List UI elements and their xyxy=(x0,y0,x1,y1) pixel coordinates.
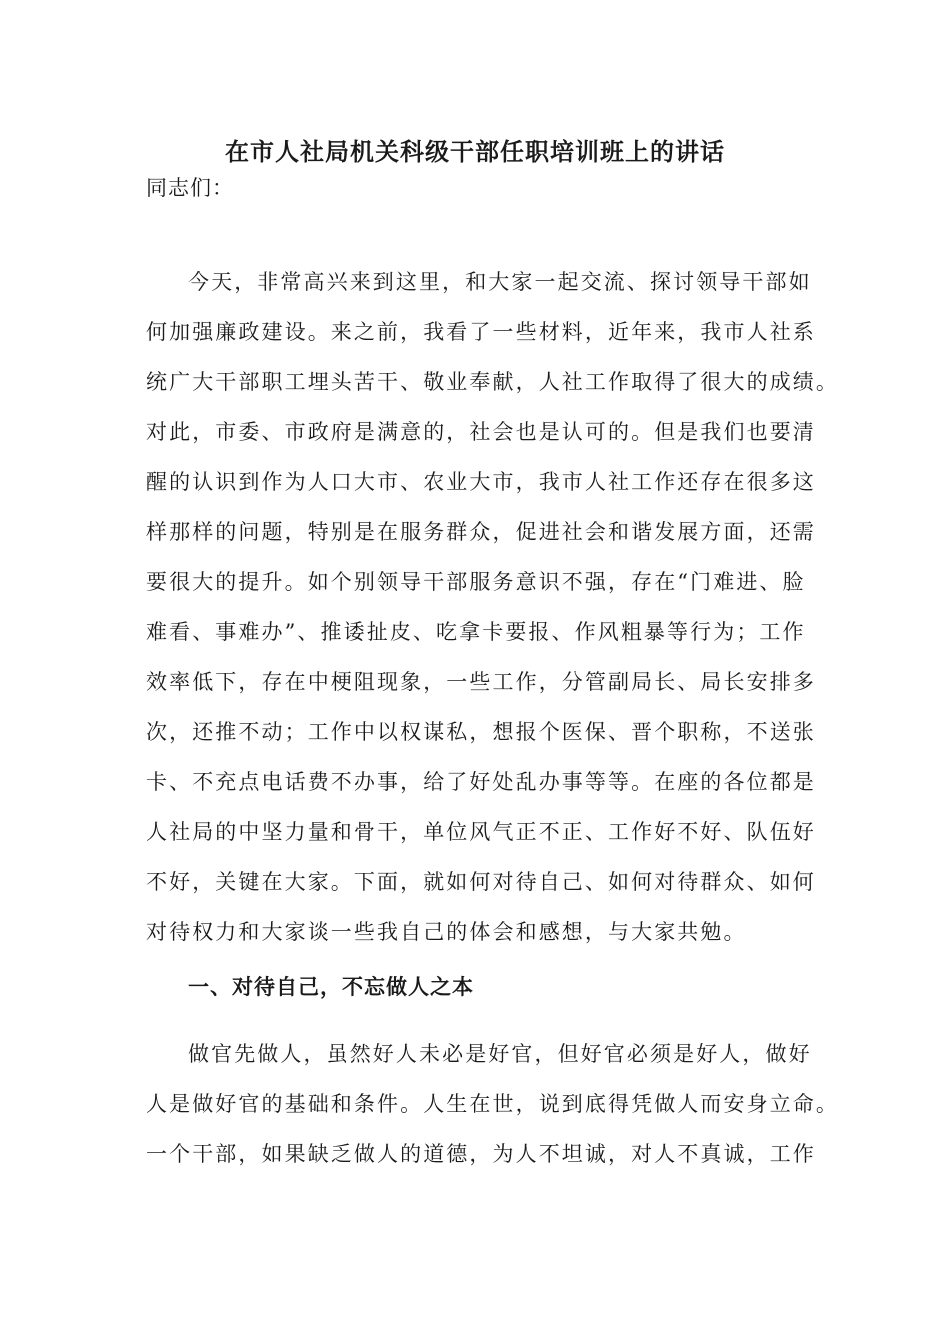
paragraph-line: 要很大的提升。如个别领导干部服务意识不强，存在“门难进、脸 xyxy=(146,570,806,594)
paragraph-line: 难看、事难办”、推诿扯皮、吃拿卡要报、作风粗暴等行为；工作 xyxy=(146,620,806,644)
paragraph-line: 不好，关键在大家。下面，就如何对待自己、如何对待群众、如何 xyxy=(146,870,816,894)
section-heading: 一、对待自己，不忘做人之本 xyxy=(188,975,474,999)
document-title: 在市人社局机关科级干部任职培训班上的讲话 xyxy=(225,138,725,166)
paragraph-1 xyxy=(146,257,839,957)
paragraph-line: 对待权力和大家谈一些我自己的体会和感想，与大家共勉。 xyxy=(146,920,747,944)
paragraph-line: 效率低下，存在中梗阻现象，一些工作，分管副局长、局长安排多 xyxy=(146,670,816,694)
paragraph-line: 卡、不充点电话费不办事，给了好处乱办事等等。在座的各位都是 xyxy=(146,770,816,794)
salutation: 同志们： xyxy=(146,176,234,200)
paragraph-line: 样那样的问题，特别是在服务群众，促进社会和谐发展方面，还需 xyxy=(146,520,816,544)
paragraph-line: 醒的认识到作为人口大市、农业大市，我市人社工作还存在很多这 xyxy=(146,470,816,494)
paragraph-line: 次，还推不动；工作中以权谋私，想报个医保、晋个职称，不送张 xyxy=(146,720,816,744)
paragraph-line: 人是做好官的基础和条件。人生在世，说到底得凭做人而安身立命。 xyxy=(146,1092,839,1116)
paragraph-2 xyxy=(146,1029,839,1179)
paragraph-line: 今天，非常高兴来到这里，和大家一起交流、探讨领导干部如 xyxy=(188,270,812,294)
paragraph-line: 人社局的中坚力量和骨干，单位风气正不正、工作好不好、队伍好 xyxy=(146,820,816,844)
paragraph-line: 一个干部，如果缺乏做人的道德，为人不坦诚，对人不真诚，工作 xyxy=(146,1142,816,1166)
paragraph-line: 对此，市委、市政府是满意的，社会也是认可的。但是我们也要清 xyxy=(146,420,816,444)
paragraph-line: 何加强廉政建设。来之前，我看了一些材料，近年来，我市人社系 xyxy=(146,320,816,344)
paragraph-line: 统广大干部职工埋头苦干、敬业奉献，人社工作取得了很大的成绩。 xyxy=(146,370,839,394)
paragraph-line: 做官先做人，虽然好人未必是好官，但好官必须是好人，做好 xyxy=(188,1042,812,1066)
